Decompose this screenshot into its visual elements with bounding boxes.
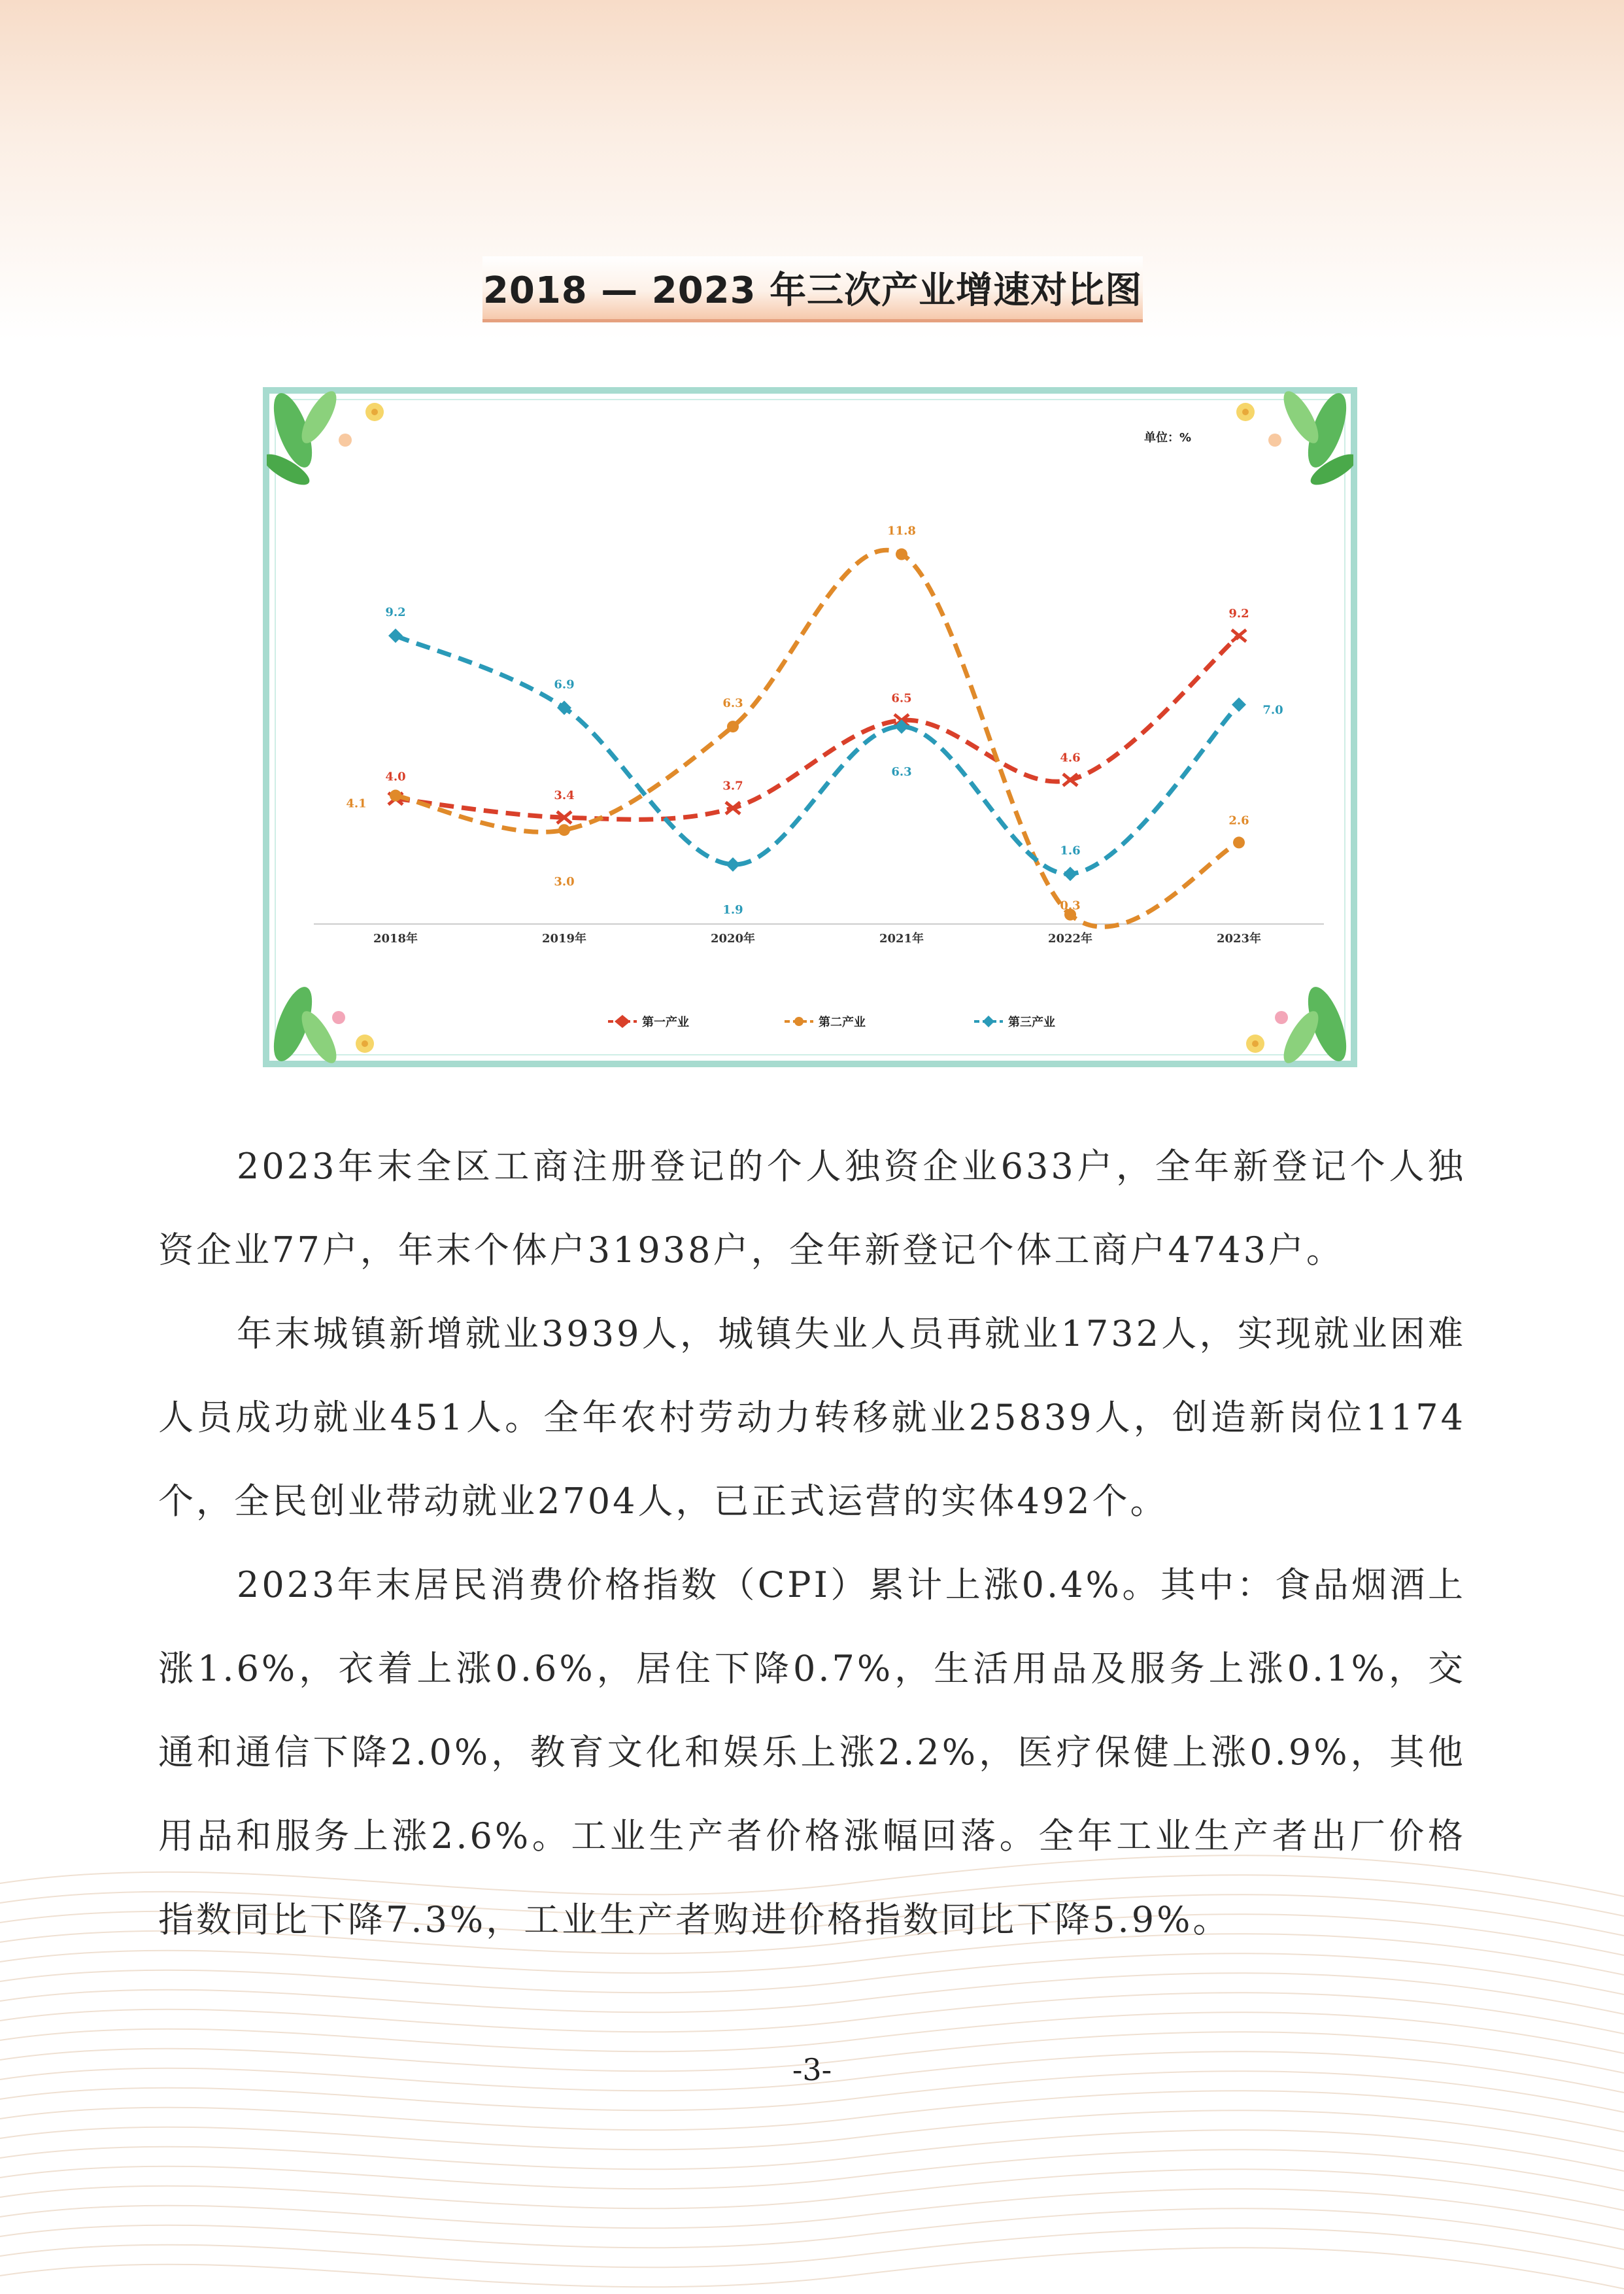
- series-line-3: [396, 636, 1239, 874]
- chart-unit-label: 单位：%: [1144, 431, 1192, 445]
- x-tick-label: 2022年: [1047, 932, 1093, 946]
- chart-title: 2018 — 2023 年三次产业增速对比图: [482, 269, 1143, 312]
- data-label: 1.9: [722, 902, 743, 917]
- data-label: 1.6: [1060, 844, 1081, 858]
- data-point: [388, 628, 403, 643]
- data-point: [390, 790, 401, 802]
- x-tick-label: 2021年: [879, 932, 924, 946]
- data-point: [726, 857, 740, 872]
- paragraph-enterprises: 2023年末全区工商注册登记的个人独资企业633户，全年新登记个人独资企业77户，年末个体户31938户，全年新登记个体工商户4743户。: [158, 1146, 1466, 1271]
- data-label: 6.3: [891, 765, 912, 779]
- paragraph-cpi: 2023年末居民消费价格指数（CPI）累计上涨0.4%。其中：食品烟酒上涨1.6%，衣着上涨0.6%，居住下降0.7%，生活用品及服务上涨0.1%，交通和通信下降2.0%，教育文化和娱乐上涨2.2%，医疗保健上涨0.9%，其他用品和服务上涨2.6%。工业生产者价格涨幅回落。全年工业生产者出厂价格指数同比下降7.3%，工业生产者购进价格指数同比下降5.9%。: [158, 1564, 1466, 1940]
- x-tick-label: 2018年: [373, 932, 418, 946]
- paragraph-employment: 年末城镇新增就业3939人，城镇失业人员再就业1732人，实现就业困难人员成功就业451人。全年农村劳动力转移就业25839人，创造新岗位1174个，全民创业带动就业2704人，已正式运营的实体492个。: [158, 1313, 1466, 1522]
- legend-marker: [983, 1016, 994, 1027]
- data-label: 3.0: [554, 875, 575, 889]
- growth-line-chart: [0, 0, 1624, 1112]
- data-label: 3.4: [554, 789, 575, 803]
- legend-marker: [794, 1017, 804, 1026]
- data-label: 9.2: [1228, 607, 1249, 621]
- x-tick-label: 2019年: [541, 932, 587, 946]
- series-line-1: [396, 636, 1239, 819]
- data-point: [896, 549, 907, 560]
- data-label: 6.5: [891, 691, 912, 706]
- data-point: [1233, 836, 1245, 848]
- legend-label: 第一产业: [642, 1016, 689, 1029]
- data-label: 11.8: [887, 524, 916, 538]
- data-label: 6.9: [554, 677, 575, 692]
- data-label: 7.0: [1262, 703, 1283, 717]
- data-point: [1232, 630, 1246, 642]
- data-point: [558, 824, 570, 836]
- x-tick-label: 2023年: [1216, 932, 1262, 946]
- legend-label: 第三产业: [1008, 1016, 1055, 1029]
- data-label: 3.7: [722, 779, 743, 793]
- series-line-2: [396, 550, 1239, 927]
- data-point: [727, 721, 739, 732]
- legend-label: 第二产业: [819, 1016, 866, 1029]
- page-number: -3-: [792, 2052, 832, 2087]
- legend-marker: [615, 1015, 630, 1028]
- data-label: 9.2: [385, 606, 406, 620]
- data-label: 6.3: [722, 696, 743, 711]
- data-label: 4.6: [1060, 751, 1081, 765]
- data-label: 4.1: [346, 796, 367, 811]
- data-label: 4.0: [385, 770, 406, 784]
- data-point: [1063, 866, 1077, 881]
- body-text: [158, 1125, 1466, 1962]
- data-label: 0.3: [1060, 899, 1081, 913]
- data-label: 2.6: [1228, 813, 1249, 828]
- data-point: [1232, 698, 1246, 712]
- x-tick-label: 2020年: [710, 932, 756, 946]
